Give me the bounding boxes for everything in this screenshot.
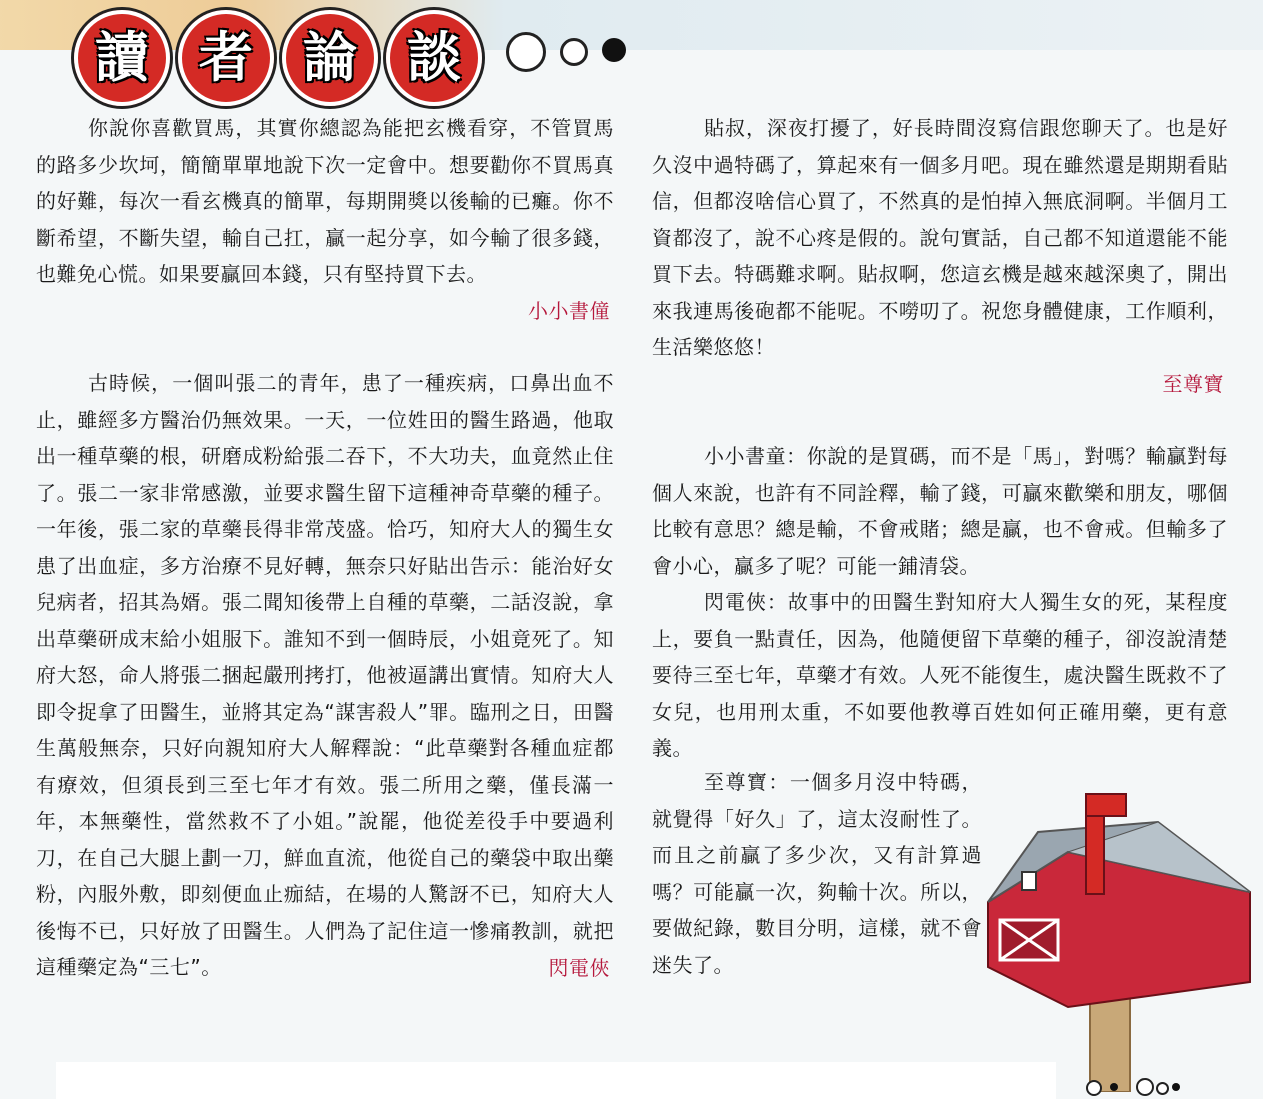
title-disc-3 xyxy=(282,10,378,106)
letter-body: 古時候，一個叫張二的青年，患了一種疾病，口鼻出血不止，雖經多方醫治仍無效果。一天，一位姓田的醫生路過，他取出一種草藥的根，研磨成粉給張二吞下，不大功夫，血竟然止住了。張二一家非常感激，並要求醫生留下這種神奇草藥的種子。一年後，張二家的草藥長得非常茂盛。恰巧，知府大人的獨生女患了出血症，多方治療不見好轉，無奈只好貼出告示：能治好女兒病者，招其為婿。張二聞知後帶上自種的草藥，二話沒說，拿出草藥研成末給小姐服下。誰知不到一個時辰，小姐竟死了。知府大怒，命人將張二捆起嚴刑拷打，他被逼講出實情。知府大人即令捉拿了田醫生，並將其定為“謀害殺人”罪。臨刑之日，田醫生萬般無奈，只好向親知府大人解釋說：“此草藥對各種血症都有療效，但須長到三至七年才有效。張二所用之藥，僅長滿一年，本無藥性，當然救不了小姐。”說罷，他從差役手中要過利刀，在自己大腿上劃一刀，鮮血直流，他從自己的藥袋中取出藥粉，內服外敷，即刻便血止痂結，在場的人驚訝不已，知府大人後悔不已，只好放了田醫生。人們為了記住這一慘痛教訓，就把這種藥定為“三七”。 xyxy=(36,371,614,979)
title-char: 談 xyxy=(407,26,461,89)
title-disc-2 xyxy=(178,10,274,106)
reply-paragraph: 至尊寶：一個多月沒中特碼，就覺得「好久」了，這太沒耐性了。而且之前贏了多少次，又有計算過嗎？可能贏一次，夠輸十次。所以，要做紀錄，數目分明，這樣，就不會迷失了。 xyxy=(652,770,982,977)
letter-signature: 小小書僮 xyxy=(528,298,610,323)
bottom-blank-band xyxy=(56,1062,1056,1099)
title-disc-1 xyxy=(74,10,170,106)
right-column xyxy=(652,110,1228,402)
title-char: 讀 xyxy=(95,26,149,89)
letter-signature: 至尊寶 xyxy=(1162,371,1224,396)
title-char: 者 xyxy=(199,26,253,89)
reply-paragraph: 閃電俠：故事中的田醫生對知府大人獨生女的死，某程度上，要負一點責任，因為，他隨便留下草藥的種子，卻沒說清楚要待三至七年，草藥才有效。人死不能復生，處決醫生既救不了女兒，也用刑太重，不如要他教導百姓如何正確用藥，更有意義。 xyxy=(652,590,1228,760)
editor-reply-narrow xyxy=(652,764,982,983)
editor-replies xyxy=(652,438,1228,767)
mailbox-illustration-icon xyxy=(978,792,1260,1092)
title-char: 論 xyxy=(303,26,357,89)
title-disc-4 xyxy=(386,10,482,106)
letter-signature: 閃電俠 xyxy=(548,955,610,980)
letter-body: 你說你喜歡買馬，其實你總認為能把玄機看穿，不管買馬的路多少坎坷，簡簡單單地說下次一定會中。想要勸你不買馬真的好難，每次一看玄機真的簡單，每期開獎以後輸的已癱。你不斷希望，不斷失望，輸自己扛，贏一起分享，如今輸了很多錢，也難免心慌。如果要贏回本錢，只有堅持買下去。 xyxy=(36,116,614,286)
letter-body: 貼叔，深夜打擾了，好長時間沒寫信跟您聊天了。也是好久沒中過特碼了，算起來有一個多月吧。現在雖然還是期期看貼信，但都沒啥信心買了，不然真的是怕掉入無底洞啊。半個月工資都沒了，說不心疼是假的。說句實話，自己都不知道還能不能買下去。特碼難求啊。貼叔啊，您這玄機是越來越深奧了，開出來我連馬後砲都不能呢。不嘮叨了。祝您身體健康，工作順利，生活樂悠悠！ xyxy=(652,116,1228,359)
left-column xyxy=(36,110,614,986)
reply-paragraph: 小小書童：你說的是買碼，而不是「馬」，對嗎？輸贏對每個人來說，也許有不同詮釋，輸了錢，可贏來歡樂和朋友，哪個比較有意思？總是輸，不會戒賭；總是贏，也不會戒。但輸多了會小心，贏多了呢？可能一鋪清袋。 xyxy=(652,444,1228,578)
